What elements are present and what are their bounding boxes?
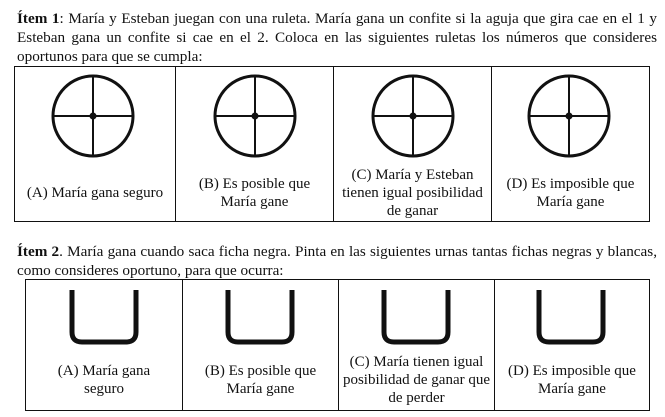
roulette-wheel-c[interactable] (334, 67, 492, 167)
urn-cell-d (495, 280, 649, 410)
roulette-caption-b: (B) Es posible que María gane (198, 176, 311, 210)
urn-b[interactable] (183, 280, 339, 350)
roulette-table (14, 66, 650, 222)
roulette-cell-d (492, 67, 649, 221)
urn-c[interactable] (339, 280, 495, 350)
roulette-cell-a (15, 67, 176, 221)
urn-a[interactable] (26, 280, 183, 350)
urn-cell-b (183, 280, 339, 410)
urn-caption-c: (C) María tienen igual posibilidad de ganar que de perder (342, 354, 491, 406)
urn-caption-b: (B) Es posible que María gane (204, 363, 317, 397)
roulette-caption-d: (D) Es imposible que María gane (506, 176, 635, 210)
roulette-wheel-a[interactable] (15, 67, 176, 167)
roulette-wheel-d[interactable] (492, 67, 649, 167)
roulette-wheel-b[interactable] (176, 67, 334, 167)
urn-caption-d: (D) Es imposible que María gane (508, 363, 636, 397)
item1-label: Ítem 1 (17, 10, 60, 27)
roulette-caption-c: (C) María y Esteban tienen igual posibilidad de ganar (342, 167, 483, 219)
urn-cell-a (26, 280, 183, 410)
urn-d[interactable] (495, 280, 649, 350)
item1-instructions (17, 9, 657, 66)
item1-text: : María y Esteban juegan con una ruleta. María gana un confite si la aguja que gira cae en el 1 y Esteban gana un confite si cae en el 2. Coloca en las siguientes ruletas los números que consideres oportunos para que se cumpla: (17, 10, 657, 65)
roulette-caption-a: (A) María gana seguro (26, 185, 164, 201)
roulette-cell-b (176, 67, 334, 221)
item2-label: Ítem 2 (17, 243, 60, 260)
roulette-cell-c (334, 67, 492, 221)
urn-cell-c (339, 280, 495, 410)
item2-text: . María gana cuando saca ficha negra. Pinta en las siguientes urnas tantas fichas negras y blancas, como consideres oportuno, para que ocurra: (17, 243, 657, 279)
item2-instructions (17, 242, 657, 280)
urn-caption-a: (A) María gana seguro (57, 363, 151, 397)
urn-table (25, 279, 650, 411)
